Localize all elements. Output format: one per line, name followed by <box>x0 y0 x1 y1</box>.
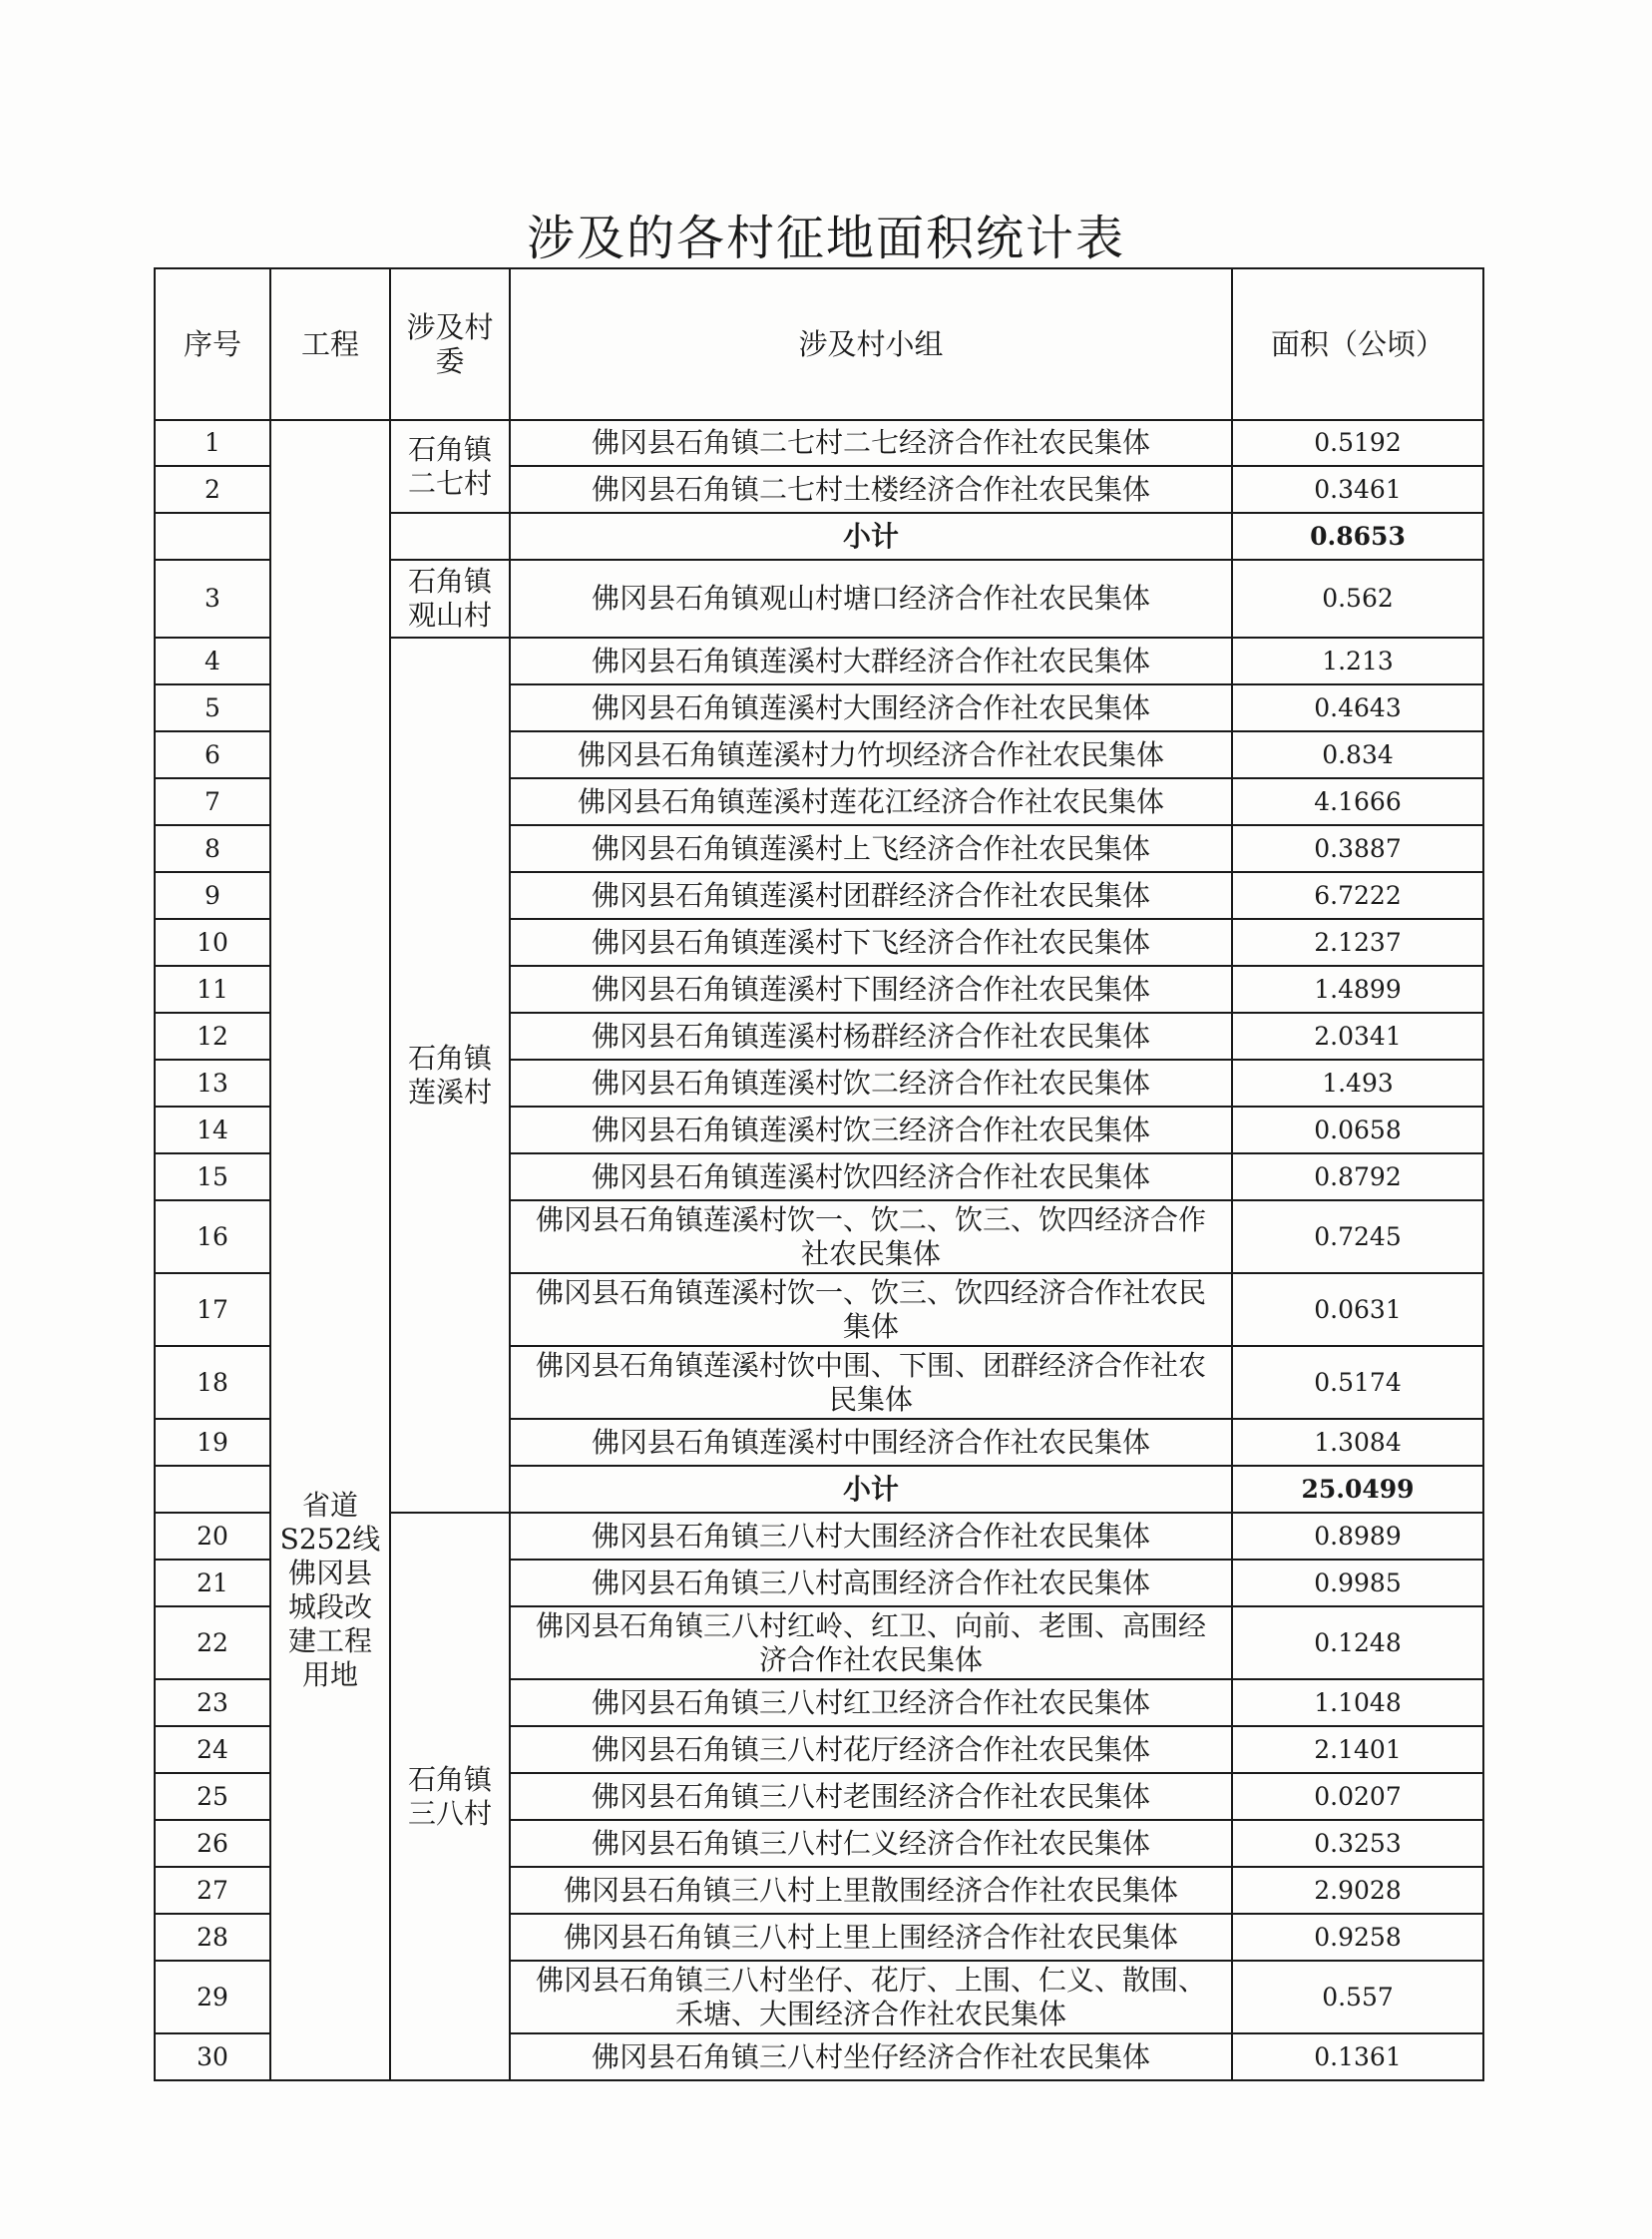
seq-cell: 20 <box>155 1513 270 1560</box>
group-cell: 佛冈县石角镇二七村二七经济合作社农民集体 <box>510 420 1232 466</box>
village-empty <box>390 513 510 560</box>
subtotal-value: 25.0499 <box>1232 1466 1483 1513</box>
group-cell: 佛冈县石角镇三八村红岭、红卫、向前、老围、高围经济合作社农民集体 <box>510 1606 1232 1679</box>
area-cell: 0.8792 <box>1232 1153 1483 1200</box>
seq-cell: 25 <box>155 1773 270 1820</box>
area-cell: 0.834 <box>1232 731 1483 778</box>
subtotal-label: 小计 <box>510 1466 1232 1513</box>
table-row <box>155 420 1483 466</box>
seq-cell: 12 <box>155 1013 270 1060</box>
seq-cell: 23 <box>155 1679 270 1726</box>
seq-cell: 30 <box>155 2033 270 2080</box>
village-sanba: 石角镇三八村 <box>390 1513 510 2080</box>
header-village: 涉及村委 <box>390 268 510 420</box>
area-cell: 2.1237 <box>1232 919 1483 966</box>
group-cell: 佛冈县石角镇三八村高围经济合作社农民集体 <box>510 1560 1232 1606</box>
area-cell: 4.1666 <box>1232 778 1483 825</box>
area-cell: 1.4899 <box>1232 966 1483 1013</box>
seq-cell: 10 <box>155 919 270 966</box>
area-cell: 0.562 <box>1232 560 1483 638</box>
seq-cell: 15 <box>155 1153 270 1200</box>
group-cell: 佛冈县石角镇三八村上里散围经济合作社农民集体 <box>510 1867 1232 1914</box>
group-cell: 佛冈县石角镇莲溪村中围经济合作社农民集体 <box>510 1419 1232 1466</box>
area-cell: 0.7245 <box>1232 1200 1483 1273</box>
seq-cell: 5 <box>155 684 270 731</box>
area-cell: 0.0658 <box>1232 1107 1483 1153</box>
area-cell: 0.0207 <box>1232 1773 1483 1820</box>
group-cell: 佛冈县石角镇三八村上里上围经济合作社农民集体 <box>510 1914 1232 1961</box>
seq-cell <box>155 513 270 560</box>
seq-cell: 22 <box>155 1606 270 1679</box>
group-cell: 佛冈县石角镇莲溪村饮二经济合作社农民集体 <box>510 1060 1232 1107</box>
area-cell: 0.1248 <box>1232 1606 1483 1679</box>
seq-cell: 11 <box>155 966 270 1013</box>
seq-cell: 4 <box>155 638 270 684</box>
seq-cell: 24 <box>155 1726 270 1773</box>
area-cell: 2.9028 <box>1232 1867 1483 1914</box>
land-acquisition-table <box>154 267 1484 2081</box>
group-cell: 佛冈县石角镇三八村花厅经济合作社农民集体 <box>510 1726 1232 1773</box>
header-seq: 序号 <box>155 268 270 420</box>
group-cell: 佛冈县石角镇莲溪村下飞经济合作社农民集体 <box>510 919 1232 966</box>
group-cell: 佛冈县石角镇莲溪村下围经济合作社农民集体 <box>510 966 1232 1013</box>
seq-cell: 13 <box>155 1060 270 1107</box>
group-cell: 佛冈县石角镇二七村土楼经济合作社农民集体 <box>510 466 1232 513</box>
village-erqi: 石角镇二七村 <box>390 420 510 513</box>
group-cell: 佛冈县石角镇莲溪村上飞经济合作社农民集体 <box>510 825 1232 872</box>
group-cell: 佛冈县石角镇莲溪村饮四经济合作社农民集体 <box>510 1153 1232 1200</box>
group-cell: 佛冈县石角镇莲溪村大围经济合作社农民集体 <box>510 684 1232 731</box>
group-cell: 佛冈县石角镇三八村坐仔经济合作社农民集体 <box>510 2033 1232 2080</box>
seq-cell <box>155 1466 270 1513</box>
seq-cell: 18 <box>155 1346 270 1419</box>
group-cell: 佛冈县石角镇三八村大围经济合作社农民集体 <box>510 1513 1232 1560</box>
area-cell: 0.9258 <box>1232 1914 1483 1961</box>
area-cell: 0.3253 <box>1232 1820 1483 1867</box>
group-cell: 佛冈县石角镇莲溪村饮一、饮三、饮四经济合作社农民集体 <box>510 1273 1232 1346</box>
group-cell: 佛冈县石角镇三八村红卫经济合作社农民集体 <box>510 1679 1232 1726</box>
area-cell: 0.9985 <box>1232 1560 1483 1606</box>
group-cell: 佛冈县石角镇莲溪村团群经济合作社农民集体 <box>510 872 1232 919</box>
area-cell: 0.8989 <box>1232 1513 1483 1560</box>
area-cell: 0.5174 <box>1232 1346 1483 1419</box>
area-cell: 1.3084 <box>1232 1419 1483 1466</box>
seq-cell: 28 <box>155 1914 270 1961</box>
project-cell: 省道S252线佛冈县城段改建工程用地 <box>270 420 390 2080</box>
seq-cell: 8 <box>155 825 270 872</box>
seq-cell: 17 <box>155 1273 270 1346</box>
area-cell: 0.5192 <box>1232 420 1483 466</box>
seq-cell: 6 <box>155 731 270 778</box>
seq-cell: 26 <box>155 1820 270 1867</box>
header-project: 工程 <box>270 268 390 420</box>
group-cell: 佛冈县石角镇观山村塘口经济合作社农民集体 <box>510 560 1232 638</box>
seq-cell: 14 <box>155 1107 270 1153</box>
header-group: 涉及村小组 <box>510 268 1232 420</box>
page-title: 涉及的各村征地面积统计表 <box>526 211 1125 266</box>
group-cell: 佛冈县石角镇莲溪村饮中围、下围、团群经济合作社农民集体 <box>510 1346 1232 1419</box>
group-cell: 佛冈县石角镇莲溪村力竹坝经济合作社农民集体 <box>510 731 1232 778</box>
seq-cell: 29 <box>155 1961 270 2033</box>
seq-cell: 21 <box>155 1560 270 1606</box>
seq-cell: 9 <box>155 872 270 919</box>
village-lianxi: 石角镇莲溪村 <box>390 638 510 1513</box>
area-cell: 0.3461 <box>1232 466 1483 513</box>
subtotal-value: 0.8653 <box>1232 513 1483 560</box>
seq-cell: 3 <box>155 560 270 638</box>
seq-cell: 27 <box>155 1867 270 1914</box>
group-cell: 佛冈县石角镇莲溪村莲花江经济合作社农民集体 <box>510 778 1232 825</box>
seq-cell: 19 <box>155 1419 270 1466</box>
area-cell: 6.7222 <box>1232 872 1483 919</box>
subtotal-label: 小计 <box>510 513 1232 560</box>
area-cell: 0.3887 <box>1232 825 1483 872</box>
group-cell: 佛冈县石角镇莲溪村大群经济合作社农民集体 <box>510 638 1232 684</box>
header-row <box>155 268 1483 420</box>
seq-cell: 1 <box>155 420 270 466</box>
header-area: 面积（公顷） <box>1232 268 1483 420</box>
group-cell: 佛冈县石角镇三八村仁义经济合作社农民集体 <box>510 1820 1232 1867</box>
area-cell: 2.0341 <box>1232 1013 1483 1060</box>
group-cell: 佛冈县石角镇莲溪村饮三经济合作社农民集体 <box>510 1107 1232 1153</box>
area-cell: 1.1048 <box>1232 1679 1483 1726</box>
seq-cell: 16 <box>155 1200 270 1273</box>
area-cell: 2.1401 <box>1232 1726 1483 1773</box>
area-cell: 0.0631 <box>1232 1273 1483 1346</box>
village-guanshan: 石角镇观山村 <box>390 560 510 638</box>
group-cell: 佛冈县石角镇莲溪村杨群经济合作社农民集体 <box>510 1013 1232 1060</box>
area-cell: 0.557 <box>1232 1961 1483 2033</box>
area-cell: 0.4643 <box>1232 684 1483 731</box>
area-cell: 1.213 <box>1232 638 1483 684</box>
group-cell: 佛冈县石角镇三八村坐仔、花厅、上围、仁义、散围、禾塘、大围经济合作社农民集体 <box>510 1961 1232 2033</box>
seq-cell: 7 <box>155 778 270 825</box>
area-cell: 0.1361 <box>1232 2033 1483 2080</box>
group-cell: 佛冈县石角镇三八村老围经济合作社农民集体 <box>510 1773 1232 1820</box>
group-cell: 佛冈县石角镇莲溪村饮一、饮二、饮三、饮四经济合作社农民集体 <box>510 1200 1232 1273</box>
area-cell: 1.493 <box>1232 1060 1483 1107</box>
seq-cell: 2 <box>155 466 270 513</box>
